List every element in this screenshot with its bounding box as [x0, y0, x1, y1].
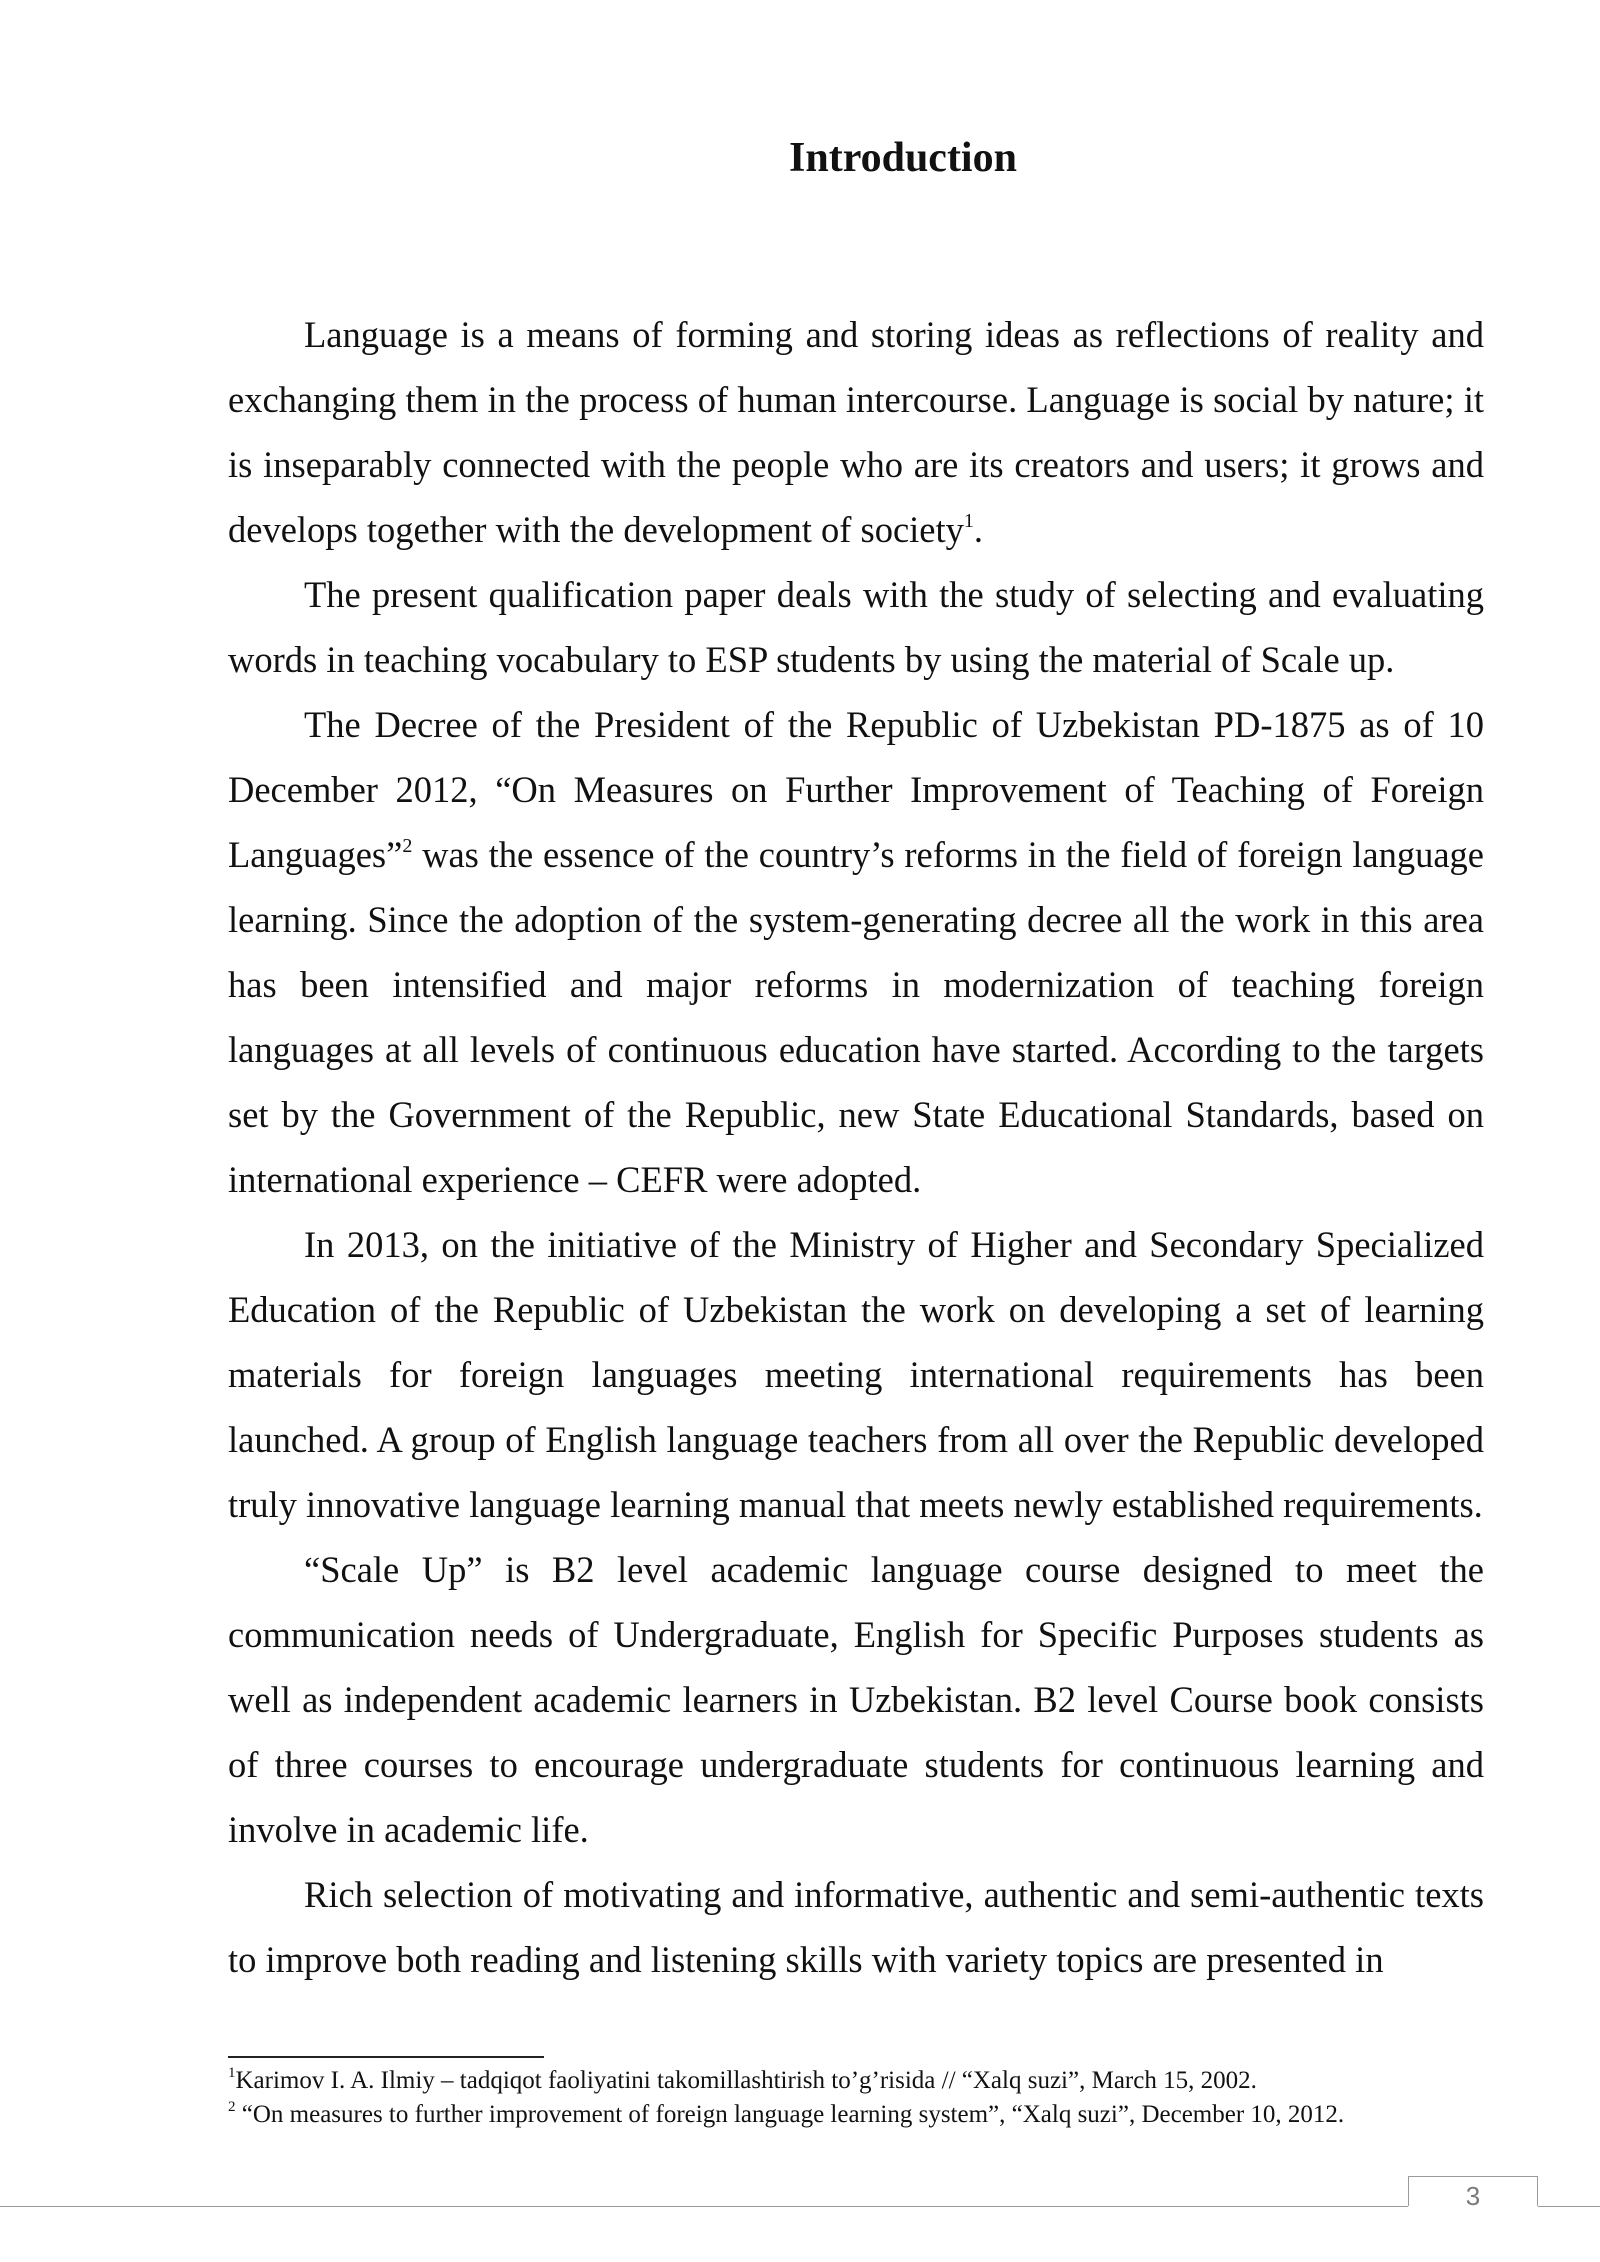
paragraph-text: Language is a means of forming and storing ideas as reflections of reality and exchanging them in the process of human intercourse. Language is social by nature; it is inseparably connected with the people who are its creators and users; it grows and develops together with the development of society	[228, 314, 1484, 550]
paragraph-1	[228, 302, 1484, 562]
body-text	[228, 302, 1484, 1992]
footer-rule-right	[1538, 2206, 1600, 2207]
footnote-ref-2[interactable]: 2	[402, 834, 413, 857]
paragraph-text: The present qualification paper deals with the study of selecting and evaluating words in teaching vocabulary to ESP students by using the material of Scale up.	[228, 574, 1484, 680]
footnotes	[228, 2064, 1528, 2132]
footnote-ref-1[interactable]: 1	[963, 509, 974, 532]
footnote-text: Karimov I. A. Ilmiy – tadqiqot faoliyatini takomillashtirish to’g’risida // “Xalq suzi”, March 15, 2002.	[235, 2067, 1257, 2094]
footnote-mark: 1	[228, 2064, 236, 2081]
paragraph-text: The Decree of the President of the Republic of Uzbekistan PD-1875 as of 10 December 2012, “On Measures on Further Improvement of Teaching of Foreign Languages”	[228, 704, 1484, 875]
paragraph-3	[228, 692, 1484, 1212]
footnote-mark: 2	[228, 2098, 236, 2115]
paragraph-2	[228, 562, 1484, 692]
paragraph-text: In 2013, on the initiative of the Ministry of Higher and Secondary Specialized Education of the Republic of Uzbekistan the work on developing a set of learning materials for foreign languages meeting international requirements has been launched. A group of English language teachers from all over the Republic developed truly innovative language learning manual that meets newly established requirements.	[228, 1224, 1484, 1525]
paragraph-text: Rich selection of motivating and informative, authentic and semi-authentic texts to improve both reading and listening skills with variety topics are presented in	[228, 1874, 1484, 1980]
paragraph-5	[228, 1537, 1484, 1862]
paragraph-text-tail: was the essence of the country’s reforms in the field of foreign language learning. Since the adoption of the system-generating decree all the work in this area has been intensified and major reforms in modernization of teaching foreign languages at all levels of continuous education have started. According to the targets set by the Government of the Republic, new State Educational Standards, based on international experience – CEFR were adopted.	[228, 834, 1484, 1200]
page-number: 3	[1465, 2181, 1481, 2211]
paragraph-text-tail: .	[973, 509, 984, 550]
paragraph-4	[228, 1212, 1484, 1537]
footnote-1	[228, 2064, 1528, 2098]
paragraph-6	[228, 1862, 1484, 1992]
paragraph-text: “Scale Up” is B2 level academic language course designed to meet the communication needs of Undergraduate, English for Specific Purposes students as well as independent academic learners in Uzbekistan. B2 level Course book consists of three courses to encourage undergraduate students for continuous learning and involve in academic life.	[228, 1549, 1484, 1850]
page-title: Introduction	[789, 135, 1017, 181]
footnote-text: “On measures to further improvement of foreign language learning system”, “Xalq suzi”, December 10, 2012.	[235, 2101, 1345, 2128]
footnote-2	[228, 2098, 1528, 2132]
footnote-separator	[228, 2056, 544, 2058]
footer-rule-left	[0, 2206, 1408, 2207]
